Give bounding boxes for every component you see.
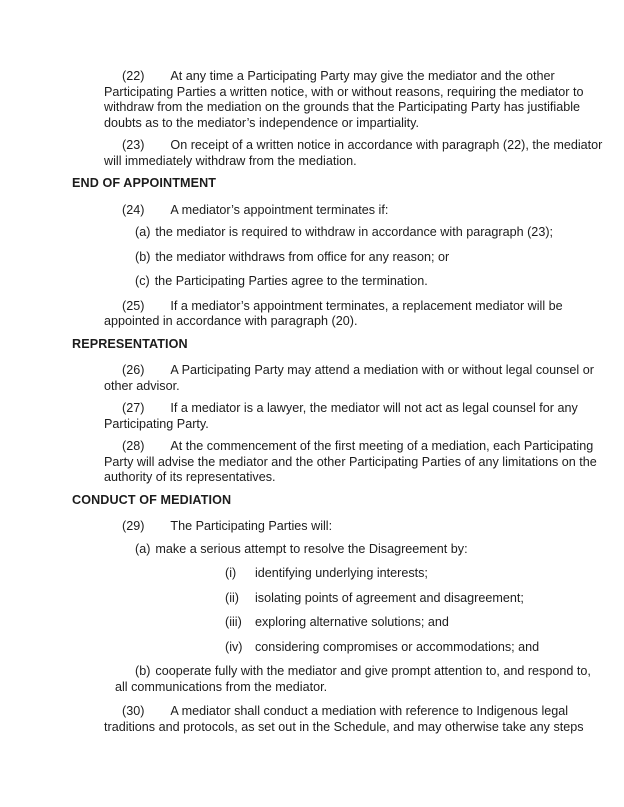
paragraph-30 — [104, 704, 606, 735]
paragraph-29 — [104, 519, 606, 535]
item-marker: (iii) — [225, 615, 242, 629]
item-text: the Participating Parties agree to the termination. — [154, 274, 428, 288]
item-29-a-i — [225, 566, 604, 582]
paragraph-number: (28) — [122, 439, 145, 453]
paragraph-number: (24) — [122, 202, 145, 217]
heading-conduct-of-mediation: CONDUCT OF MEDIATION — [72, 492, 232, 507]
paragraph-25 — [104, 299, 606, 330]
paragraph-text: At any time a Participating Party may give the mediator and the other Participating Parties a written notice, with or without reasons, requiring the mediator to withdraw from the mediation on the grounds that the Participating Party has justifiable doubts as to the mediator’s independence or impartiality. — [104, 69, 584, 130]
item-marker: (ii) — [225, 590, 239, 605]
item-marker: (a) — [135, 225, 151, 239]
paragraph-23 — [104, 138, 606, 169]
item-marker: (iv) — [225, 639, 243, 654]
paragraph-number: (27) — [122, 401, 145, 415]
paragraph-24 — [104, 203, 606, 219]
paragraph-22 — [104, 69, 606, 131]
item-text: the mediator is required to withdraw in accordance with paragraph (23); — [155, 225, 554, 239]
paragraph-number: (30) — [122, 704, 145, 718]
paragraph-28 — [104, 439, 606, 486]
paragraph-number: (26) — [122, 363, 145, 377]
paragraph-text: If a mediator is a lawyer, the mediator will not act as legal counsel for any Participating Party. — [104, 401, 578, 431]
item-text: identifying underlying interests; — [255, 566, 428, 580]
item-text: make a serious attempt to resolve the Disagreement by: — [155, 541, 468, 556]
item-24-b — [115, 250, 593, 266]
paragraph-number: (29) — [122, 519, 145, 533]
item-text: cooperate fully with the mediator and give prompt attention to, and respond to, all communications from the mediator. — [115, 664, 591, 694]
item-text: exploring alternative solutions; and — [255, 615, 449, 629]
item-29-a-iv — [225, 640, 604, 656]
item-text: the mediator withdraws from office for any reason; or — [155, 249, 450, 264]
item-29-a-ii — [225, 591, 604, 607]
paragraph-text: A mediator’s appointment terminates if: — [170, 202, 389, 217]
item-29-a-iii — [225, 615, 604, 631]
item-marker: (b) — [135, 664, 151, 678]
item-marker: (c) — [135, 274, 150, 288]
item-29-b — [115, 664, 593, 695]
paragraph-number: (23) — [122, 138, 145, 152]
item-marker: (i) — [225, 566, 237, 580]
paragraph-text: A Participating Party may attend a mediation with or without legal counsel or other advisor. — [104, 363, 594, 393]
paragraph-27 — [104, 401, 606, 432]
item-text: isolating points of agreement and disagreement; — [255, 590, 524, 605]
item-text: considering compromises or accommodations; and — [255, 639, 540, 654]
heading-end-of-appointment: END OF APPOINTMENT — [72, 176, 217, 190]
paragraph-text: If a mediator’s appointment terminates, a replacement mediator will be appointed in accordance with paragraph (20). — [104, 298, 563, 328]
item-marker: (a) — [135, 541, 151, 556]
item-24-a — [115, 225, 593, 241]
paragraph-text: The Participating Parties will: — [170, 519, 333, 533]
paragraph-number: (25) — [122, 298, 145, 313]
item-24-c — [115, 274, 593, 290]
paragraph-text: On receipt of a written notice in accordance with paragraph (22), the mediator will immediately withdraw from the mediation. — [104, 138, 603, 168]
paragraph-text: At the commencement of the first meeting of a mediation, each Participating Party will advise the mediator and the other Participating Parties of any limitations on the authority of its representatives. — [104, 439, 597, 484]
paragraph-text: A mediator shall conduct a mediation with reference to Indigenous legal traditions and protocols, as set out in the Schedule, and may otherwise take any steps — [104, 704, 584, 734]
item-29-a — [115, 542, 593, 558]
paragraph-26 — [104, 363, 606, 394]
paragraph-number: (22) — [122, 69, 145, 83]
heading-representation: REPRESENTATION — [72, 336, 188, 351]
item-marker: (b) — [135, 249, 151, 264]
